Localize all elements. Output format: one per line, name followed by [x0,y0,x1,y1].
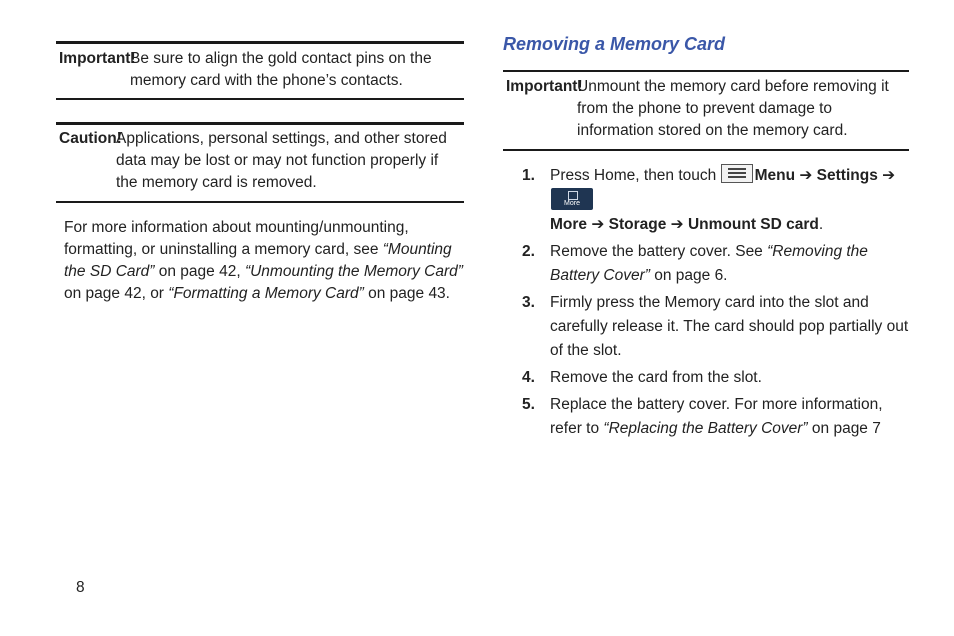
more-icon [551,188,593,210]
section-heading: Removing a Memory Card [503,34,726,54]
important-bottom-rule [56,98,464,100]
right-important-top-rule [503,70,909,72]
link-removing-battery-cover[interactable]: “Removing the Battery Cover” [550,243,868,284]
step-5 [503,393,909,441]
steps-list [503,164,909,444]
info-text-1: For more information about mounting/unmounting, formatting, or uninstalling a memory card, see [64,219,409,258]
more-info-paragraph [64,217,464,305]
right-important-label: Important! [506,78,583,95]
step-number: 2. [522,243,535,260]
step-text: . [818,216,824,233]
step-4 [503,366,909,390]
step-number: 3. [522,294,535,311]
step-number: 1. [522,167,535,184]
important-text: Be sure to align the gold contact pins on the memory card with the phone’s contacts. [130,50,432,89]
info-text-2: on page 42, [154,263,245,280]
page-number: 8 [76,579,85,596]
step-number: 4. [522,369,535,386]
menu-icon [721,164,753,183]
menu-label: Menu [754,167,796,184]
settings-label: Settings [816,167,878,184]
right-important-note [506,76,909,142]
storage-label: Storage [608,216,667,233]
link-formatting-memory-card[interactable]: “Formatting a Memory Card” [168,285,364,302]
step-text: Firmly press the Memory card into the slot and carefully release it. The card should pop partially out of the slot. [550,294,909,359]
important-top-rule [56,41,464,44]
step-text: Press Home, then touch [550,167,721,184]
link-replacing-battery-cover[interactable]: “Replacing the Battery Cover” [603,420,808,437]
right-important-text: Unmount the memory card before removing it from the phone to prevent damage to information stored on the memory card. [577,78,889,139]
arrow-icon: ➔ [666,216,688,233]
step-2 [503,240,909,288]
important-label: Important! [59,50,136,67]
right-important-bottom-rule [503,149,909,151]
caution-top-rule [56,122,464,125]
unmount-sd-card-label: Unmount SD card [687,216,819,233]
step-text: on page 6. [649,267,728,284]
more-icon-label: More [564,200,580,207]
caution-bottom-rule [56,201,464,203]
step-text: Remove the card from the slot. [550,369,762,386]
step-text: Remove the battery cover. See [550,243,768,260]
caution-note [59,128,464,194]
link-unmounting-memory-card[interactable]: “Unmounting the Memory Card” [244,263,463,280]
important-note [59,48,464,92]
info-text-4: on page 43. [363,285,450,302]
more-label: More [550,216,588,233]
step-text: Replace the battery cover. For more information, refer to [550,396,883,437]
step-1 [503,164,909,237]
link-mounting-sd-card[interactable]: “Mounting the SD Card” [64,241,452,280]
info-text-3: on page 42, or [64,285,169,302]
caution-text: Applications, personal settings, and other stored data may be lost or may not function properly if the memory card is removed. [116,130,447,191]
arrow-icon: ➔ [587,216,609,233]
arrow-icon: ➔ [877,167,896,184]
caution-label: Caution! [59,130,122,147]
step-3 [503,291,909,363]
step-text: on page 7 [807,420,881,437]
arrow-icon: ➔ [795,167,817,184]
step-number: 5. [522,396,535,413]
